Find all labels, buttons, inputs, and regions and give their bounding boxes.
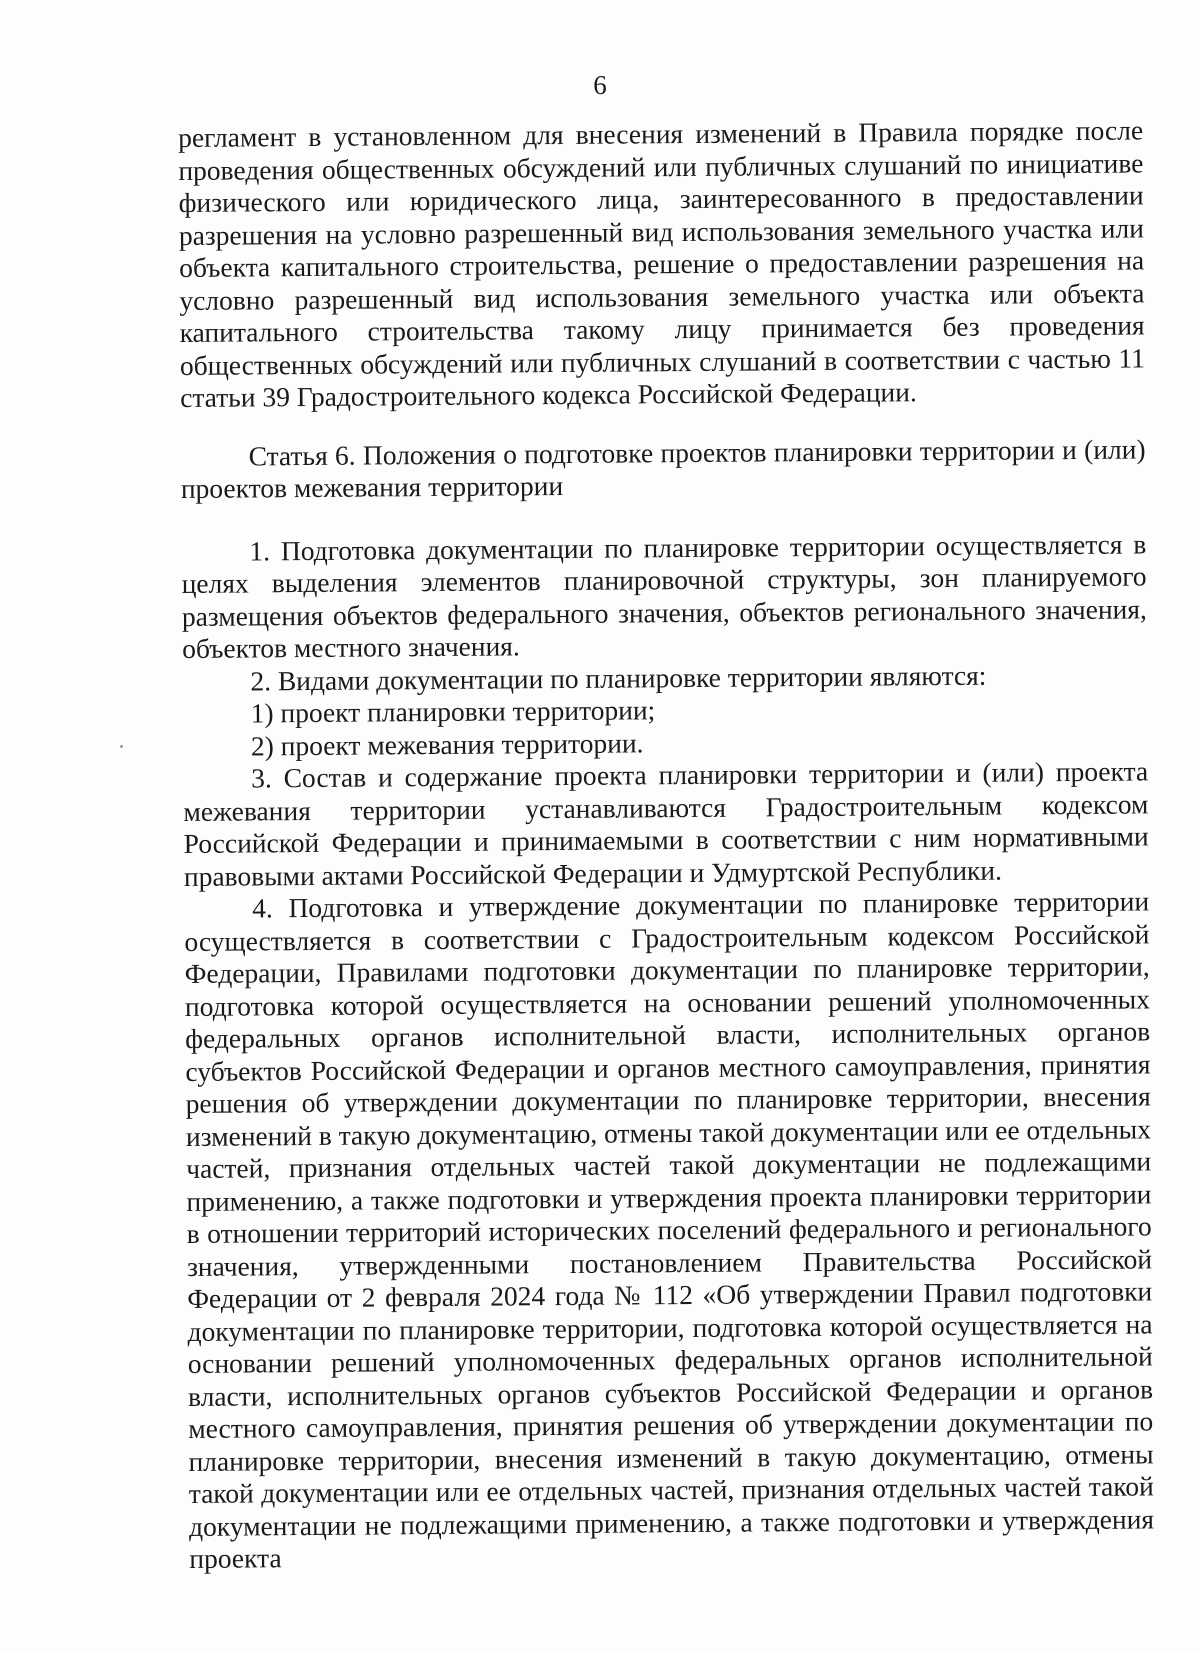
scan-speck — [120, 745, 123, 748]
paragraph-item-2: 2. Видами документации по планировке территории являются: — [250, 659, 987, 696]
list-item-2: 2) проект межевания территории. — [250, 726, 644, 761]
paragraph-item-4: 4. Подготовка и утверждение документации по планировке территории осуществляется в соответствии с Градостроительным кодексом Российской Федерации, Правилами подготовки документации по планировке территории, подготовка которой осуществляется на основании решений уполномоченных федеральных органов исполнительной власти, исполнительных органов субъектов Российской Федерации и органов местного самоуправления, принятия решения об утверждении документации по планировке территории, внесения изменений в такую документацию, отмены такой документации или ее отдельных частей, признания отдельных частей такой документации не подлежащими применению, а также подготовки и утверждения проекта планировки территории в отношении территорий исторических поселений федерального и регионального значения, утвержденными постановлением Правительства Российской Федерации от 2 февраля 2024 года № 112 «Об утверждении Правил подготовки документации по планировке территории, подготовка которой осуществляется на основании решений уполномоченных федеральных органов исполнительной власти, исполнительных органов субъектов Российской Федерации и органов местного самоуправления, принятия решения об утверждении документации по планировке территории, внесения изменений в такую документацию, отмены такой документации или ее отдельных частей, признания отдельных частей такой документации не подлежащими применению, а также подготовки и утверждения проекта — [184, 885, 1155, 1574]
article-heading: Статья 6. Положения о подготовке проектов планировки территории и (или) проектов межевания территории — [180, 432, 1146, 504]
paragraph-item-3: 3. Состав и содержание проекта планировки территории и (или) проекта межевания территории устанавливаются Градостроительным кодексом Российской Федерации и принимаемыми в соответствии с ним нормативными правовыми актами Российской Федерации и Удмуртской Республики. — [183, 755, 1149, 892]
list-item-1: 1) проект планировки территории; — [250, 694, 656, 729]
document-body — [178, 114, 1154, 1575]
page-number: 6 — [593, 70, 607, 100]
paragraph-item-1: 1. Подготовка документации по планировке территории осуществляется в целях выделения элементов планировочной структуры, зон планируемого размещения объектов федерального значения, объектов регионального значения, объектов местного значения. — [181, 527, 1147, 664]
paragraph-continuation: регламент в установленном для внесения изменений в Правила порядке после проведения общественных обсуждений или публичных слушаний по инициативе физического или юридического лица, заинтересованного в предоставлении разрешения на условно разрешенный вид использования земельного участка или объекта капитального строительства, решение о предоставлении разрешения на условно разрешенный вид использования земельного участка или объекта капитального строительства такому лицу принимается без проведения общественных обсуждений или публичных слушаний в соответствии с частью 11 статьи 39 Градостроительного кодекса Российской Федерации. — [178, 114, 1146, 413]
